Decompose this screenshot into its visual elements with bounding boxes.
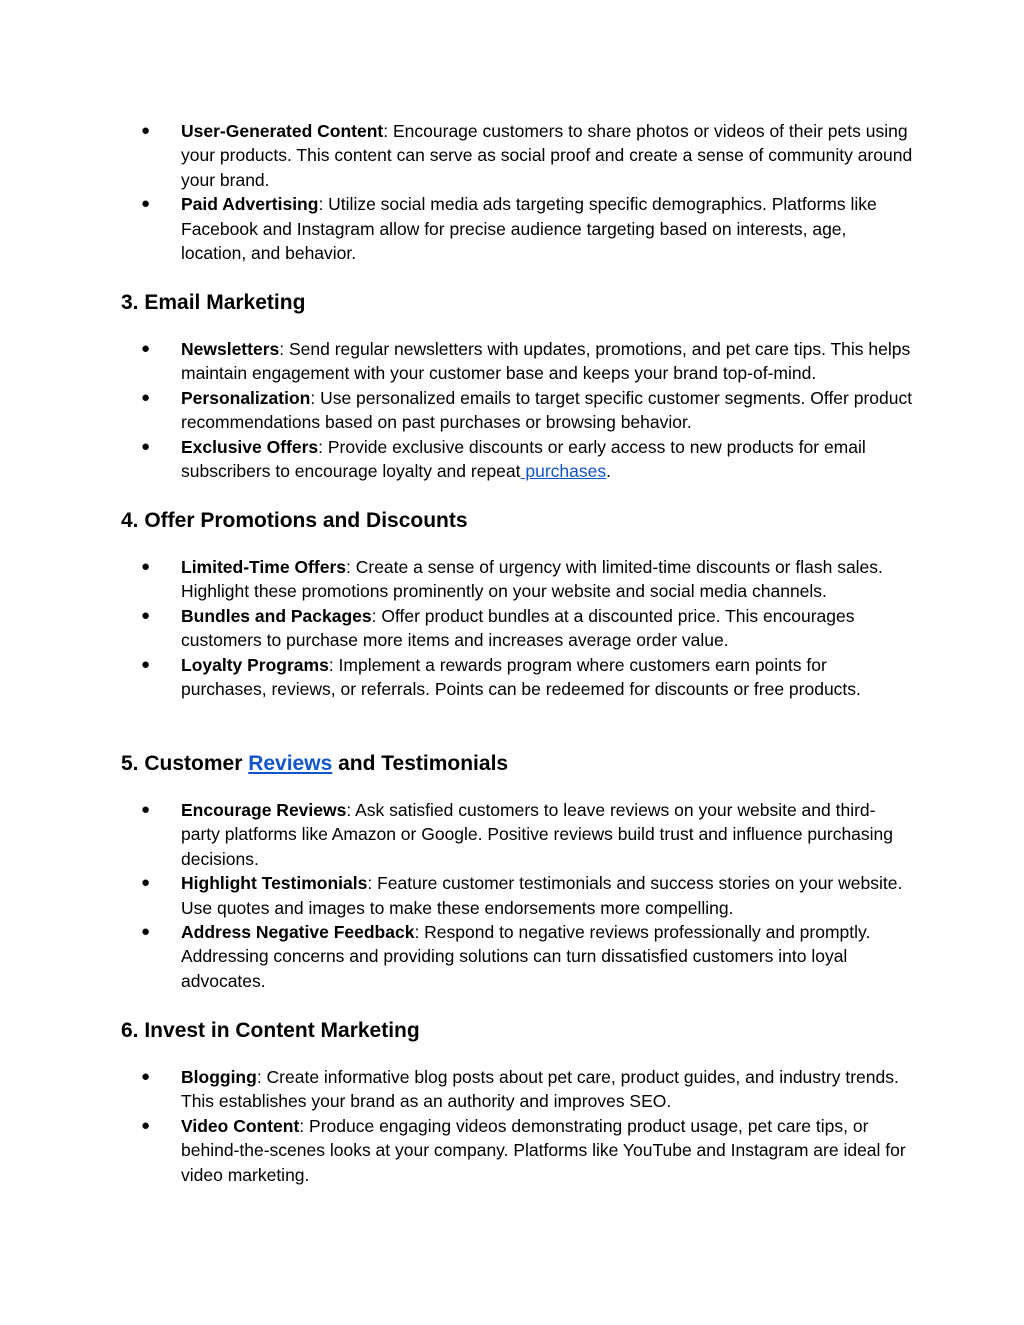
list-item (0, 386, 1024, 435)
bullet-icon: ● (141, 437, 151, 455)
bullet-icon: ● (141, 1116, 151, 1134)
section-heading-email-marketing: 3. Email Marketing (121, 291, 306, 314)
bullet-icon: ● (141, 195, 151, 213)
bullet-icon: ● (141, 801, 151, 818)
reviews-list-block (0, 798, 1024, 993)
section-heading-content-marketing: 6. Invest in Content Marketing (121, 1019, 420, 1042)
list-item (0, 337, 1024, 386)
bullet-icon: ● (141, 122, 151, 139)
bullet-icon: ● (141, 388, 151, 406)
reviews-bullet-list (0, 798, 1024, 993)
item-text: : Produce engaging videos demonstrating product usage, pet care tips, or behind-the-scenes looks at your company. Platforms like YouTube and Instagram are ideal for video marketing. (181, 1115, 906, 1185)
bullet-icon: ● (141, 1068, 151, 1085)
list-item (0, 1065, 1024, 1114)
item-text: : Respond to negative reviews professionally and promptly. Addressing concerns and providing solutions can turn dissatisfied customers into loyal advocates. (181, 922, 871, 991)
section-heading-promotions: 4. Offer Promotions and Discounts (121, 509, 468, 532)
item-term: Blogging (181, 1067, 257, 1087)
bullet-icon: ● (141, 340, 151, 357)
content-bullet-list (0, 1065, 1024, 1187)
item-text: : Ask satisfied customers to leave reviews on your website and third-party platforms like Amazon or Google. Positive reviews build trust and influence purchasing decisions. (181, 800, 894, 869)
item-term: Newsletters (181, 339, 280, 359)
intro-list-block (0, 119, 1024, 265)
heading-text-start: 5. Customer (121, 752, 249, 775)
section-heading-reviews (121, 751, 508, 777)
item-text-end: . (606, 461, 611, 482)
list-item (0, 192, 1024, 265)
list-item (0, 435, 1024, 484)
email-list-block (0, 337, 1024, 483)
item-term: Exclusive Offers (181, 436, 319, 457)
item-term: Personalization (181, 387, 311, 408)
item-text: : Provide exclusive discounts or early access to new products for email subscribers to encourage loyalty and repeat (181, 436, 866, 482)
item-term: User-Generated Content (181, 121, 384, 141)
reviews-link[interactable]: Reviews (248, 752, 333, 775)
content-list-block (0, 1065, 1024, 1187)
item-term: Loyalty Programs (181, 654, 329, 675)
heading-text-end: and Testimonials (332, 752, 509, 775)
item-text: : Feature customer testimonials and success stories on your website. Use quotes and images to make these endorsements more compelling. (181, 873, 903, 918)
purchases-link[interactable]: purchases (520, 461, 607, 482)
item-term: Address Negative Feedback (181, 922, 415, 943)
item-term: Paid Advertising (181, 194, 319, 215)
list-item (0, 604, 1024, 653)
item-text: : Create a sense of urgency with limited-time discounts or flash sales. Highlight these promotions prominently on your website and social media channels. (181, 557, 883, 602)
item-text: : Offer product bundles at a discounted price. This encourages customers to purchase more items and increases average order value. (181, 605, 855, 651)
bullet-icon: ● (141, 655, 151, 673)
email-bullet-list (0, 337, 1024, 483)
list-item (0, 555, 1024, 604)
bullet-icon: ● (141, 923, 151, 941)
list-item (0, 1114, 1024, 1187)
item-term: Limited-Time Offers (181, 557, 346, 577)
item-term: Highlight Testimonials (181, 873, 368, 894)
intro-bullet-list (0, 119, 1024, 265)
bullet-icon: ● (141, 606, 151, 624)
item-text: : Send regular newsletters with updates, promotions, and pet care tips. This helps maintain engagement with your customer base and keeps your brand top-of-mind. (181, 339, 911, 384)
item-text: : Use personalized emails to target specific customer segments. Offer product recommendations based on past purchases or browsing behavior. (181, 387, 913, 433)
bullet-icon: ● (141, 874, 151, 892)
list-item (0, 653, 1024, 702)
item-text: : Utilize social media ads targeting specific demographics. Platforms like Facebook and Instagram allow for precise audience targeting based on interests, age, location, and behavior. (181, 194, 877, 264)
item-term: Bundles and Packages (181, 605, 372, 626)
list-item (0, 871, 1024, 920)
promotions-list-block (0, 555, 1024, 701)
item-text: : Implement a rewards program where customers earn points for purchases, reviews, or referrals. Points can be redeemed for discounts or free products. (181, 654, 861, 700)
item-term: Video Content (181, 1115, 300, 1136)
list-item (0, 798, 1024, 871)
promotions-bullet-list (0, 555, 1024, 701)
bullet-icon: ● (141, 558, 151, 575)
item-text: : Encourage customers to share photos or videos of their pets using your products. This content can serve as social proof and create a sense of community around your brand. (181, 121, 913, 190)
list-item (0, 119, 1024, 192)
item-text: : Create informative blog posts about pet care, product guides, and industry trends. This establishes your brand as an authority and improves SEO. (181, 1067, 899, 1112)
list-item (0, 920, 1024, 993)
item-term: Encourage Reviews (181, 800, 347, 820)
